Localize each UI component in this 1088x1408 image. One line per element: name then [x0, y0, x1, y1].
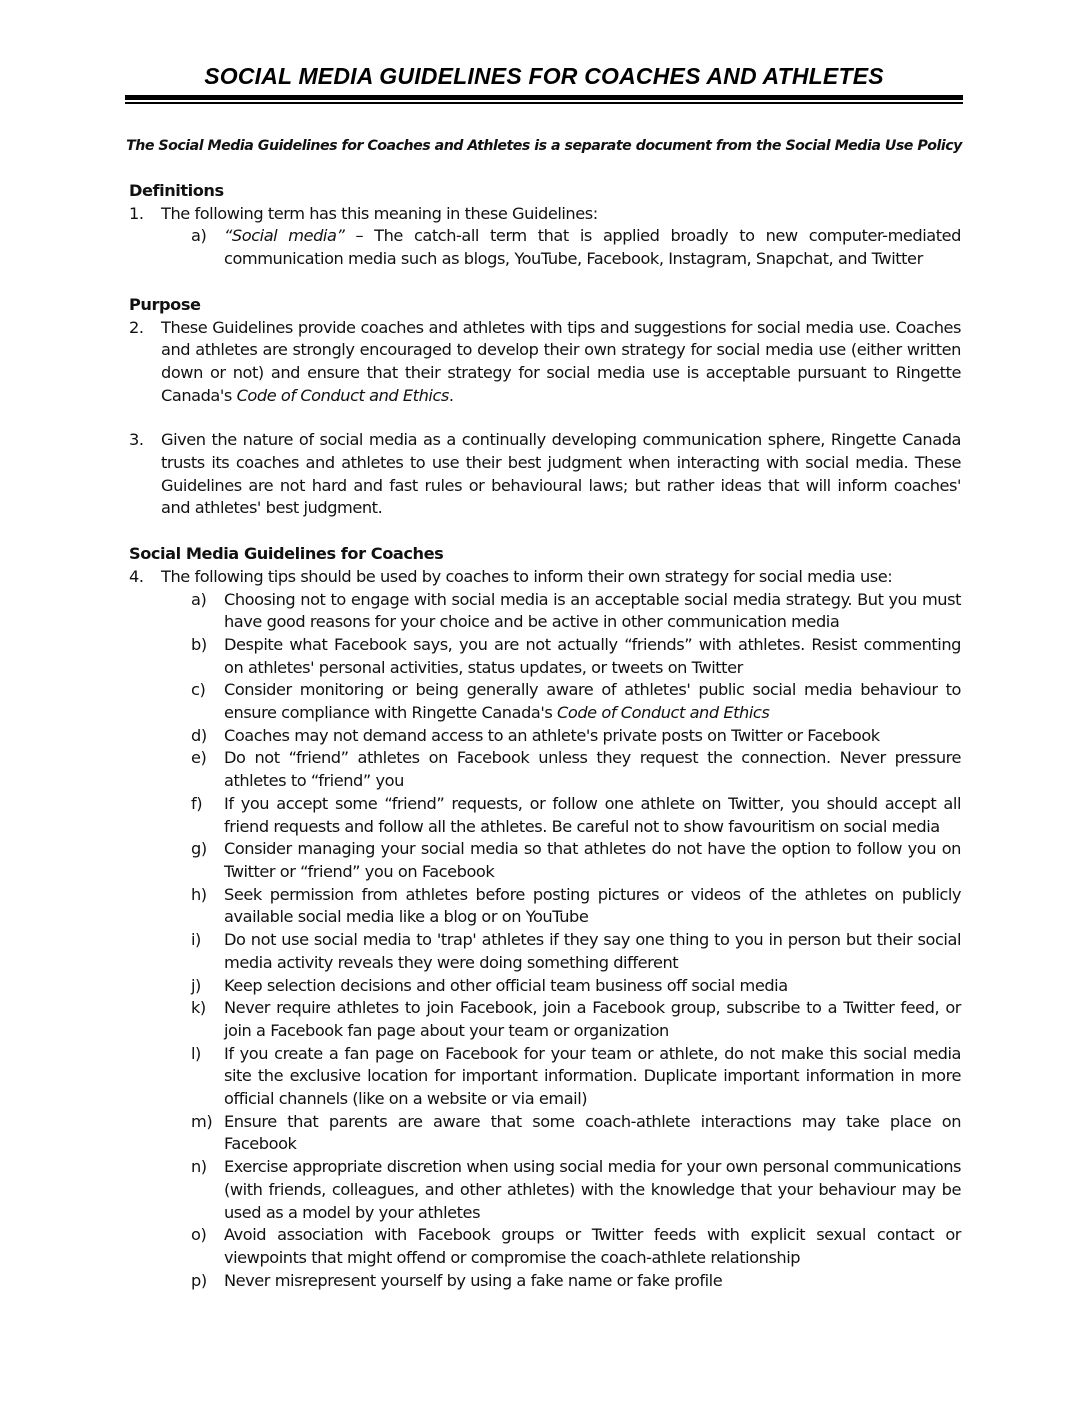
tip-text: Avoid association with Facebook groups or Twitter feeds with explicit sexual contact or viewpoints that might offend or compromise the coach-athlete relationship [224, 1225, 961, 1267]
item-number: 3. [129, 430, 144, 450]
tip-text: Exercise appropriate discretion when using social media for your own personal communications (with friends, colleagues, and other athletes) with the knowledge that your behaviour may be used as a model by your athletes [224, 1157, 961, 1222]
numbered-item-1 [129, 203, 961, 226]
subtitle-note: The Social Media Guidelines for Coaches and Athletes is a separate document from the Social Media Use Policy [126, 138, 962, 154]
tip-text: Choosing not to engage with social media is an acceptable social media strategy. But you must have good reasons for your choice and be active in other communication media [224, 589, 961, 632]
tip-text: Seek permission from athletes before posting pictures or videos of the athletes on publicly available social media like a blog or on YouTube [224, 884, 961, 927]
tip-text: Consider monitoring or being generally aware of athletes' public social media behaviour to ensure compliance with Ringette Canada's [224, 680, 961, 723]
tip-f [129, 793, 961, 838]
tip-m [129, 1111, 961, 1156]
tip-letter: f) [191, 793, 203, 813]
item-number: 4. [129, 566, 144, 586]
tip-letter: c) [191, 680, 206, 700]
item-text: These Guidelines provide coaches and athletes with tips and suggestions for social media use. Coaches and athletes are strongly encouraged to develop their own strategy for social media use (either written down or not) and ensure that their strategy for social media use is acceptable pursuant to Ringette Canada's [161, 317, 961, 405]
tip-letter: o) [191, 1225, 207, 1245]
purpose-heading: Purpose [129, 294, 201, 314]
tip-letter: b) [191, 634, 207, 654]
tip-l [129, 1043, 961, 1111]
numbered-item-3 [129, 429, 961, 520]
coach-tips-list [129, 589, 961, 1293]
tip-n [129, 1156, 961, 1224]
coaches-heading: Social Media Guidelines for Coaches [129, 544, 444, 564]
tip-letter: k) [191, 998, 206, 1018]
definition-social-media [129, 225, 961, 270]
tip-text: Never misrepresent yourself by using a fake name or fake profile [224, 1270, 723, 1290]
tip-letter: m) [191, 1111, 213, 1131]
tip-g [129, 838, 961, 883]
tip-letter: n) [191, 1157, 207, 1177]
numbered-item-2 [129, 317, 961, 408]
item-text: The following term has this meaning in these Guidelines: [161, 203, 598, 223]
tip-e [129, 747, 961, 792]
tip-letter: i) [191, 930, 201, 950]
tip-letter: g) [191, 839, 207, 859]
tip-text: Ensure that parents are aware that some coach-athlete interactions may take place on Facebook [224, 1111, 961, 1154]
tip-letter: h) [191, 884, 207, 904]
code-of-conduct-reference: Code of Conduct and Ethics [236, 385, 449, 405]
tip-text: Never require athletes to join Facebook, join a Facebook group, subscribe to a Twitter feed, or join a Facebook fan page about your team or organization [224, 998, 961, 1040]
tip-letter: d) [191, 725, 207, 745]
tip-text: Do not use social media to 'trap' athletes if they say one thing to you in person but their social media activity reveals they were doing something different [224, 930, 961, 972]
tip-h [129, 884, 961, 929]
definitions-heading: Definitions [129, 181, 224, 200]
code-of-conduct-reference: Code of Conduct and Ethics [557, 703, 770, 723]
tip-d [129, 725, 961, 748]
tip-c [129, 679, 961, 724]
item-text-end: . [448, 385, 454, 405]
tip-letter: p) [191, 1270, 207, 1290]
definition-text: – The catch-all term that is applied broadly to new computer-mediated communication media such as blogs, YouTube, Facebook, Instagram, Snapchat, and Twitter [224, 226, 961, 269]
title-rule-thick [125, 95, 963, 100]
page-title: SOCIAL MEDIA GUIDELINES FOR COACHES AND ATHLETES [204, 63, 884, 89]
numbered-item-4 [129, 566, 961, 589]
tip-a [129, 589, 961, 634]
tip-i [129, 929, 961, 974]
tip-letter: l) [191, 1043, 201, 1063]
tip-text: If you accept some “friend” requests, or follow one athlete on Twitter, you should accept all friend requests and follow all the athletes. Be careful not to show favouritism on social media [224, 793, 961, 836]
tip-text: Keep selection decisions and other official team business off social media [224, 975, 788, 995]
tip-text: Coaches may not demand access to an athlete's private posts on Twitter or Facebook [224, 725, 880, 745]
item-text: Given the nature of social media as a continually developing communication sphere, Ringette Canada trusts its coaches and athletes to use their best judgment when interacting with social media. These Guidelines are not hard and fast rules or behavioural laws; but rather ideas that will inform coaches' and athletes' best judgment. [161, 430, 961, 518]
tip-letter: j) [191, 975, 201, 995]
tip-letter: e) [191, 748, 207, 768]
tip-o [129, 1224, 961, 1269]
tip-p [129, 1270, 961, 1293]
item-number: 1. [129, 203, 144, 223]
tip-j [129, 975, 961, 998]
document-body [129, 180, 961, 1292]
tip-b [129, 634, 961, 679]
defined-term: “Social media” [224, 226, 345, 246]
tip-letter: a) [191, 589, 207, 609]
item-text: The following tips should be used by coaches to inform their own strategy for social media use: [161, 566, 893, 586]
tip-text: Despite what Facebook says, you are not actually “friends” with athletes. Resist commenting on athletes' personal activities, status updates, or tweets on Twitter [224, 634, 961, 677]
sub-item-letter: a) [191, 226, 207, 246]
item-number: 2. [129, 317, 144, 337]
tip-text: Consider managing your social media so that athletes do not have the option to follow you on Twitter or “friend” you on Facebook [224, 839, 961, 881]
title-rule-thin [125, 102, 963, 104]
tip-text: If you create a fan page on Facebook for your team or athlete, do not make this social media site the exclusive location for important information. Duplicate important information in more official channels (like on a website or via email) [224, 1043, 961, 1109]
tip-k [129, 997, 961, 1042]
tip-text: Do not “friend” athletes on Facebook unless they request the connection. Never pressure athletes to “friend” you [224, 748, 961, 791]
